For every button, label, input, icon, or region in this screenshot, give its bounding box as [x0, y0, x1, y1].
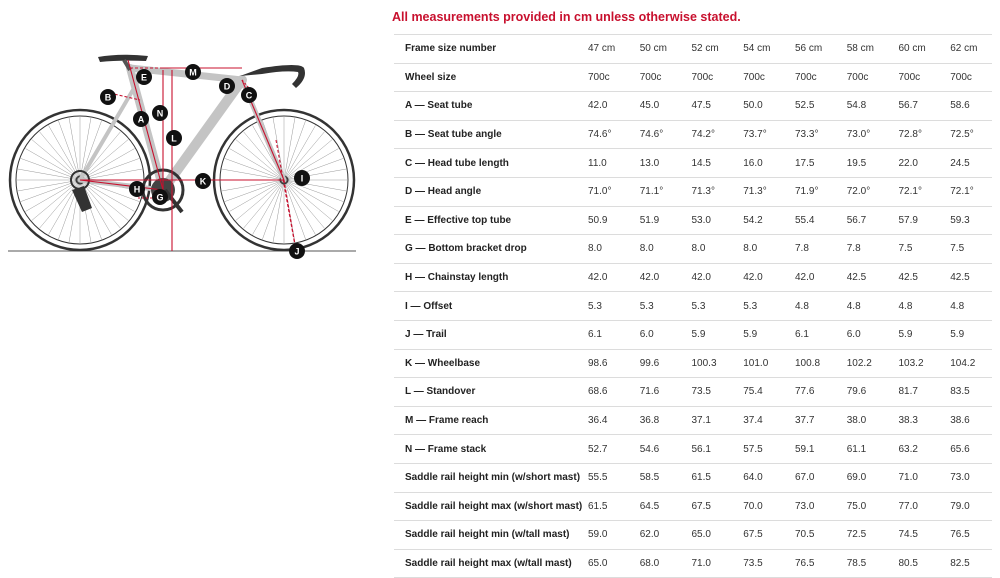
row-label: Saddle rail height max (w/tall mast): [394, 549, 578, 578]
table-cell: 63.2: [889, 435, 941, 464]
table-cell: 54.8: [837, 92, 889, 121]
row-label: L — Standover: [394, 378, 578, 407]
table-cell: 54.6: [630, 435, 682, 464]
table-cell: 61.5: [682, 463, 734, 492]
table-cell: 74.5: [889, 521, 941, 550]
marker-n: [152, 105, 168, 121]
table-cell: 38.6: [940, 406, 992, 435]
table-row: [394, 177, 992, 206]
marker-letter: J: [294, 246, 300, 257]
table-cell: 72.0°: [837, 177, 889, 206]
table-cell: 72.5°: [940, 120, 992, 149]
table-cell: 42.5: [889, 263, 941, 292]
marker-d: [219, 78, 235, 94]
table-cell: 58.5: [630, 463, 682, 492]
row-label: B — Seat tube angle: [394, 120, 578, 149]
table-cell: 68.6: [578, 378, 630, 407]
marker-letter: G: [156, 192, 164, 203]
table-cell: 42.5: [940, 263, 992, 292]
marker-letter: K: [199, 176, 207, 187]
table-cell: 5.9: [682, 320, 734, 349]
table-cell: 101.0: [733, 349, 785, 378]
marker-k: [195, 173, 211, 189]
marker-letter: D: [223, 81, 231, 92]
table-row: [394, 235, 992, 264]
table-cell: 99.6: [630, 349, 682, 378]
marker-h: [129, 181, 145, 197]
table-cell: 6.0: [630, 320, 682, 349]
table-cell: 19.5: [837, 149, 889, 178]
table-cell: 38.3: [889, 406, 941, 435]
table-cell: 7.5: [940, 235, 992, 264]
table-row: [394, 263, 992, 292]
table-cell: 71.9°: [785, 177, 837, 206]
marker-j: [289, 243, 305, 259]
row-label: J — Trail: [394, 320, 578, 349]
table-cell: 58.6: [940, 92, 992, 121]
table-cell: 79.6: [837, 378, 889, 407]
table-cell: 71.1°: [630, 177, 682, 206]
table-cell: 50 cm: [630, 35, 682, 64]
table-cell: 53.0: [682, 206, 734, 235]
table-cell: 4.8: [785, 292, 837, 321]
table-cell: 73.7°: [733, 120, 785, 149]
table-cell: 83.5: [940, 378, 992, 407]
table-cell: 52.7: [578, 435, 630, 464]
table-cell: 67.5: [733, 521, 785, 550]
marker-letter: N: [156, 108, 164, 119]
table-row: [394, 435, 992, 464]
bike-frame: [80, 68, 284, 190]
table-cell: 6.1: [578, 320, 630, 349]
bike-geometry-diagram: [0, 40, 370, 270]
table-cell: 72.1°: [889, 177, 941, 206]
table-cell: 70.0: [733, 492, 785, 521]
row-label: A — Seat tube: [394, 92, 578, 121]
table-cell: 64.5: [630, 492, 682, 521]
table-cell: 50.9: [578, 206, 630, 235]
table-cell: 5.3: [630, 292, 682, 321]
marker-b: [100, 89, 116, 105]
table-cell: 65.0: [682, 521, 734, 550]
table-row: [394, 549, 992, 578]
table-cell: 54.2: [733, 206, 785, 235]
table-cell: 72.8°: [889, 120, 941, 149]
table-cell: 76.5: [940, 521, 992, 550]
table-cell: 7.5: [889, 235, 941, 264]
table-cell: 38.0: [837, 406, 889, 435]
table-cell: 24.5: [940, 149, 992, 178]
table-cell: 7.8: [785, 235, 837, 264]
table-row: [394, 292, 992, 321]
row-label: I — Offset: [394, 292, 578, 321]
table-cell: 55.4: [785, 206, 837, 235]
table-cell: 47 cm: [578, 35, 630, 64]
row-label: Wheel size: [394, 63, 578, 92]
table-cell: 36.8: [630, 406, 682, 435]
row-label: E — Effective top tube: [394, 206, 578, 235]
table-cell: 14.5: [682, 149, 734, 178]
row-label: N — Frame stack: [394, 435, 578, 464]
table-cell: 7.8: [837, 235, 889, 264]
marker-g: [152, 189, 168, 205]
table-cell: 54 cm: [733, 35, 785, 64]
table-cell: 74.6°: [630, 120, 682, 149]
table-cell: 42.0: [630, 263, 682, 292]
table-cell: 57.9: [889, 206, 941, 235]
geometry-table: [394, 34, 992, 578]
table-row: [394, 378, 992, 407]
table-cell: 61.5: [578, 492, 630, 521]
table-cell: 5.9: [733, 320, 785, 349]
table-cell: 71.0: [889, 463, 941, 492]
table-cell: 4.8: [889, 292, 941, 321]
handlebar: [240, 65, 305, 88]
marker-m: [185, 64, 201, 80]
table-cell: 37.4: [733, 406, 785, 435]
row-label: Saddle rail height min (w/tall mast): [394, 521, 578, 550]
table-cell: 62 cm: [940, 35, 992, 64]
table-cell: 5.3: [578, 292, 630, 321]
table-cell: 42.0: [578, 263, 630, 292]
table-cell: 52.5: [785, 92, 837, 121]
table-cell: 71.0: [682, 549, 734, 578]
marker-l: [166, 130, 182, 146]
table-cell: 59.3: [940, 206, 992, 235]
table-cell: 73.0: [785, 492, 837, 521]
table-cell: 71.0°: [578, 177, 630, 206]
table-cell: 55.5: [578, 463, 630, 492]
marker-e: [136, 69, 152, 85]
table-cell: 69.0: [837, 463, 889, 492]
measurement-note: All measurements provided in cm unless otherwise stated.: [392, 10, 741, 24]
table-cell: 51.9: [630, 206, 682, 235]
marker-letter: A: [137, 114, 145, 125]
table-cell: 71.6: [630, 378, 682, 407]
row-label: Frame size number: [394, 35, 578, 64]
marker-i: [294, 170, 310, 186]
table-cell: 79.0: [940, 492, 992, 521]
table-cell: 4.8: [837, 292, 889, 321]
table-cell: 73.0°: [837, 120, 889, 149]
table-cell: 78.5: [837, 549, 889, 578]
table-cell: 74.2°: [682, 120, 734, 149]
table-cell: 700c: [889, 63, 941, 92]
row-label: Saddle rail height min (w/short mast): [394, 463, 578, 492]
table-cell: 11.0: [578, 149, 630, 178]
table-cell: 700c: [733, 63, 785, 92]
table-cell: 5.9: [889, 320, 941, 349]
table-cell: 700c: [785, 63, 837, 92]
table-cell: 52 cm: [682, 35, 734, 64]
table-cell: 700c: [578, 63, 630, 92]
table-cell: 103.2: [889, 349, 941, 378]
table-cell: 5.9: [940, 320, 992, 349]
table-cell: 45.0: [630, 92, 682, 121]
marker-letter: M: [189, 67, 197, 78]
table-cell: 71.3°: [682, 177, 734, 206]
table-row: [394, 92, 992, 121]
table-cell: 104.2: [940, 349, 992, 378]
table-cell: 42.5: [837, 263, 889, 292]
table-row: [394, 35, 992, 64]
table-row: [394, 406, 992, 435]
table-cell: 50.0: [733, 92, 785, 121]
marker-c: [241, 87, 257, 103]
table-cell: 57.5: [733, 435, 785, 464]
table-cell: 42.0: [785, 263, 837, 292]
table-cell: 77.0: [889, 492, 941, 521]
table-cell: 5.3: [682, 292, 734, 321]
row-label: D — Head angle: [394, 177, 578, 206]
table-cell: 64.0: [733, 463, 785, 492]
table-cell: 65.6: [940, 435, 992, 464]
table-cell: 73.5: [682, 378, 734, 407]
table-cell: 77.6: [785, 378, 837, 407]
table-cell: 8.0: [630, 235, 682, 264]
marker-letter: C: [245, 90, 253, 101]
row-label: K — Wheelbase: [394, 349, 578, 378]
table-cell: 16.0: [733, 149, 785, 178]
marker-letter: L: [171, 133, 177, 144]
table-cell: 102.2: [837, 349, 889, 378]
table-cell: 72.5: [837, 521, 889, 550]
table-row: [394, 206, 992, 235]
table-cell: 37.1: [682, 406, 734, 435]
table-cell: 5.3: [733, 292, 785, 321]
table-cell: 8.0: [733, 235, 785, 264]
table-cell: 56.1: [682, 435, 734, 464]
table-cell: 56.7: [837, 206, 889, 235]
table-cell: 67.0: [785, 463, 837, 492]
table-cell: 60 cm: [889, 35, 941, 64]
table-cell: 74.6°: [578, 120, 630, 149]
table-cell: 59.1: [785, 435, 837, 464]
table-cell: 37.7: [785, 406, 837, 435]
table-cell: 62.0: [630, 521, 682, 550]
table-cell: 13.0: [630, 149, 682, 178]
table-row: [394, 320, 992, 349]
table-cell: 98.6: [578, 349, 630, 378]
table-row: [394, 120, 992, 149]
table-cell: 68.0: [630, 549, 682, 578]
table-cell: 42.0: [578, 92, 630, 121]
table-cell: 56.7: [889, 92, 941, 121]
marker-letter: B: [104, 92, 112, 103]
table-cell: 100.3: [682, 349, 734, 378]
table-cell: 42.0: [733, 263, 785, 292]
row-label: C — Head tube length: [394, 149, 578, 178]
table-row: [394, 63, 992, 92]
table-cell: 76.5: [785, 549, 837, 578]
marker-letter: I: [300, 173, 304, 184]
table-cell: 56 cm: [785, 35, 837, 64]
table-cell: 65.0: [578, 549, 630, 578]
table-cell: 100.8: [785, 349, 837, 378]
row-label: M — Frame reach: [394, 406, 578, 435]
table-cell: 81.7: [889, 378, 941, 407]
table-cell: 700c: [940, 63, 992, 92]
table-cell: 6.0: [837, 320, 889, 349]
table-cell: 80.5: [889, 549, 941, 578]
table-cell: 17.5: [785, 149, 837, 178]
table-cell: 73.3°: [785, 120, 837, 149]
table-cell: 700c: [837, 63, 889, 92]
table-cell: 67.5: [682, 492, 734, 521]
table-cell: 700c: [630, 63, 682, 92]
row-label: H — Chainstay length: [394, 263, 578, 292]
table-cell: 4.8: [940, 292, 992, 321]
marker-letter: E: [140, 72, 148, 83]
table-cell: 72.1°: [940, 177, 992, 206]
row-label: G — Bottom bracket drop: [394, 235, 578, 264]
table-cell: 6.1: [785, 320, 837, 349]
table-cell: 22.0: [889, 149, 941, 178]
table-cell: 8.0: [578, 235, 630, 264]
marker-letter: H: [133, 184, 141, 195]
marker-a: [133, 111, 149, 127]
table-cell: 75.0: [837, 492, 889, 521]
table-row: [394, 463, 992, 492]
table-cell: 42.0: [682, 263, 734, 292]
table-cell: 73.0: [940, 463, 992, 492]
table-cell: 58 cm: [837, 35, 889, 64]
table-cell: 47.5: [682, 92, 734, 121]
table-cell: 61.1: [837, 435, 889, 464]
table-cell: 8.0: [682, 235, 734, 264]
table-cell: 82.5: [940, 549, 992, 578]
table-cell: 75.4: [733, 378, 785, 407]
table-cell: 59.0: [578, 521, 630, 550]
table-cell: 36.4: [578, 406, 630, 435]
table-cell: 73.5: [733, 549, 785, 578]
table-cell: 700c: [682, 63, 734, 92]
table-cell: 70.5: [785, 521, 837, 550]
table-row: [394, 349, 992, 378]
row-label: Saddle rail height max (w/short mast): [394, 492, 578, 521]
table-row: [394, 492, 992, 521]
table-cell: 71.3°: [733, 177, 785, 206]
table-row: [394, 521, 992, 550]
table-row: [394, 149, 992, 178]
